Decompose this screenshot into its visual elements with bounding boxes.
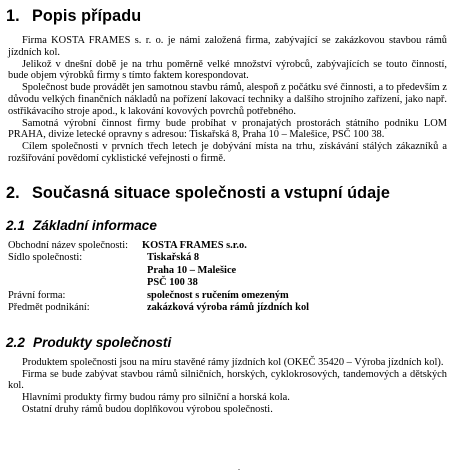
page-bottom-mark: . [238, 463, 240, 472]
subsection-2-2-paragraph: Produktem společnosti jsou na míru stavěné rámy jízdních kol (OKEČ 35420 – Výroba jízdních kol). [22, 356, 444, 368]
info-label: Předmět podnikání: [8, 302, 90, 314]
info-row [8, 302, 309, 315]
info-label: Právní forma: [8, 289, 66, 301]
info-value: KOSTA FRAMES s.r.o. [142, 239, 247, 251]
section-1-paragraph: Cílem společnosti v prvních třech letech je dobývání místa na trhu, získávání stálých zákazníků a rozšiřování povědomí cyklistické veřejnosti o firmě. [8, 141, 447, 164]
info-value: Praha 10 – Malešice [147, 264, 237, 276]
subsection-2-2-heading [6, 334, 447, 352]
subsection-2-2-body [6, 357, 447, 416]
document-page [6, 6, 447, 416]
section-1-number: 1. [6, 7, 20, 25]
subsection-2-2-title: Produkty společnosti [33, 334, 172, 350]
info-row [8, 277, 309, 290]
subsection-2-1-number: 2.1 [6, 217, 25, 233]
section-2-number: 2. [6, 183, 20, 202]
section-1-paragraph: Firma KOSTA FRAMES s. r. o. je námi založená firma, zabývající se zakázkovou stavbou rámů jízdních kol. [8, 35, 447, 58]
subsection-2-2-paragraph: Ostatní druhy rámů budou doplňkovou výrobou společnosti. [22, 403, 273, 415]
subsection-2-2-paragraph: Hlavními produkty firmy budou rámy pro silniční a horská kola. [22, 392, 290, 404]
section-1-paragraph: Jelikož v dnešní době je na trhu poměrně velké množství výrobců, zabývajících se touto činností, bude objem výrobků firmy s tímto faktem korespondovat. [8, 58, 447, 82]
section-1-heading [6, 6, 447, 26]
company-info-table [8, 240, 309, 315]
subsection-2-1-heading [6, 217, 447, 235]
info-row [8, 252, 309, 265]
info-label [8, 265, 142, 278]
section-2-title: Současná situace společnosti a vstupní údaje [32, 183, 390, 202]
subsection-2-2-paragraph: Firma se bude zabývat stavbou rámů silničních, horských, cyklokrosových, tandemových a dětských kol. [8, 368, 447, 392]
info-row [8, 240, 309, 253]
section-1-paragraph: Samotná výrobní činnost firmy bude probíhat v pronajatých prostorách státního podniku LOM PRAHA, divize letecké opravny s adresou: Tiskařská 8, Praha 10 – Malešice, PSČ 100 38. [8, 117, 447, 141]
info-value: Tiskařská 8 [147, 252, 200, 264]
section-1-body [6, 35, 447, 165]
info-value: společnost s ručením omezeným [147, 289, 289, 301]
info-label [8, 277, 142, 290]
info-value: PSČ 100 38 [147, 277, 198, 289]
section-1-paragraph: Společnost bude provádět jen samotnou stavbu rámů, alespoň z počátku své činnosti, a to především z důvodu velkých finančních nákladů na pořízení lakovací techniky a dalšího strojního zařízení, jako např. ostřikávacího stroje apod., k lakování kovových povrchů potřebného. [8, 82, 447, 117]
info-label: Obchodní název společnosti: [8, 239, 129, 251]
section-2-heading [6, 183, 447, 203]
info-row [8, 290, 309, 303]
info-row [8, 265, 309, 278]
subsection-2-2-number: 2.2 [6, 334, 25, 350]
section-1-title: Popis případu [32, 7, 142, 25]
subsection-2-1-title: Základní informace [33, 217, 157, 233]
info-label: Sídlo společnosti: [8, 252, 83, 264]
info-value: zakázková výroba rámů jízdních kol [147, 302, 310, 314]
